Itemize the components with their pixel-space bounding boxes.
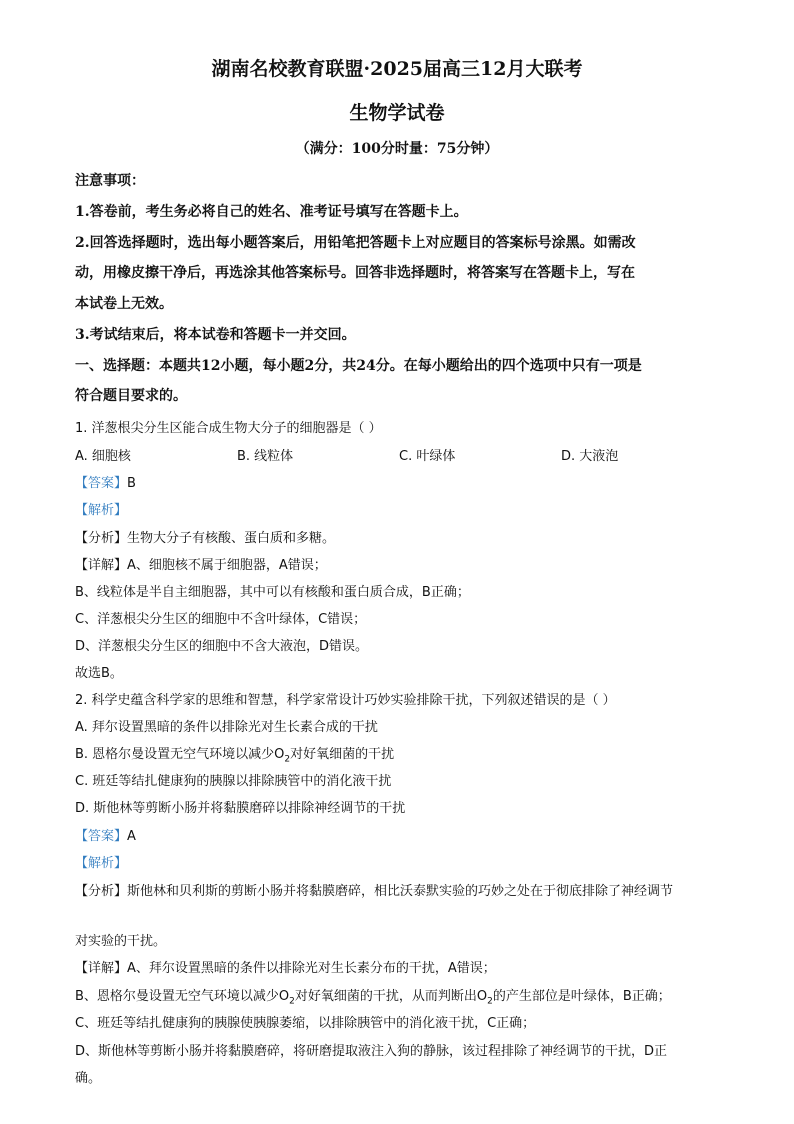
subscript: 2 bbox=[487, 996, 493, 1007]
question-2-detail-a bbox=[75, 957, 496, 976]
question-1-fenxi bbox=[75, 527, 335, 546]
exam-meta: （满分：100分时量：75分钟） bbox=[295, 141, 499, 157]
question-1-detail-a bbox=[75, 554, 327, 573]
answer-value: A bbox=[127, 829, 136, 844]
answer-value: B bbox=[127, 476, 136, 491]
question-2-fenxi-line-1 bbox=[75, 880, 673, 899]
option-b-text-end: 对好氧细菌的干扰 bbox=[290, 747, 395, 762]
fenxi-text: 生物大分子有核酸、蛋白质和多糖。 bbox=[127, 531, 336, 546]
notice-item-3: 3.考试结束后，将本试卷和答题卡一并交回。 bbox=[75, 327, 356, 343]
question-2-detail-b bbox=[75, 985, 671, 1007]
question-2-stem: 2. 科学史蕴含科学家的思维和智慧，科学家常设计巧妙实验排除干扰，下列叙述错误的是（ ） bbox=[75, 693, 616, 708]
detail-text: A、拜尔设置黑暗的条件以排除光对生长素分布的干扰，A错误； bbox=[127, 961, 496, 976]
detail-tag: 【详解】 bbox=[75, 558, 128, 573]
question-2-detail-c: C、班廷等结扎健康狗的胰腺使胰腺萎缩，以排除胰管中的消化液干扰，C正确； bbox=[75, 1016, 536, 1031]
question-2-option-d: D. 斯他林等剪断小肠并将黏膜磨碎以排除神经调节的干扰 bbox=[75, 801, 406, 816]
question-2-fenxi-line-2: 对实验的干扰。 bbox=[75, 934, 167, 949]
detail-b-text-mid: 对好氧细菌的干扰，从而判断出O bbox=[294, 989, 488, 1004]
question-1-option-d: D. 大液泡 bbox=[561, 449, 619, 464]
notice-item-2-line-3: 本试卷上无效。 bbox=[75, 296, 173, 312]
option-b-text: B. 恩格尔曼设置无空气环境以减少O bbox=[75, 747, 285, 762]
notice-item-1: 1.答卷前，考生务必将自己的姓名、准考证号填写在答题卡上。 bbox=[75, 204, 468, 220]
question-1-option-c: C. 叶绿体 bbox=[399, 449, 456, 464]
fenxi-tag: 【分析】 bbox=[75, 884, 128, 899]
subject-title: 生物学试卷 bbox=[349, 102, 445, 124]
question-1-detail-b: B、线粒体是半自主细胞器，其中可以有核酸和蛋白质合成，B正确； bbox=[75, 585, 470, 600]
fenxi-tag: 【分析】 bbox=[75, 531, 128, 546]
question-2-answer bbox=[75, 825, 136, 844]
question-1-detail-c: C、洋葱根尖分生区的细胞中不含叶绿体，C错误； bbox=[75, 612, 367, 627]
question-1-option-b: B. 线粒体 bbox=[237, 449, 294, 464]
notice-item-2-line-1: 2.回答选择题时，选出每小题答案后，用铅笔把答题卡上对应题目的答案标号涂黑。如需改 bbox=[75, 235, 636, 251]
question-2-detail-d-line-2: 确。 bbox=[75, 1071, 102, 1086]
fenxi-text: 斯他林和贝利斯的剪断小肠并将黏膜磨碎，相比沃泰默实验的巧妙之处在于彻底排除了神经调节 bbox=[127, 884, 674, 899]
answer-tag: 【答案】 bbox=[75, 829, 128, 844]
subscript: 2 bbox=[289, 996, 295, 1007]
answer-tag: 【答案】 bbox=[75, 476, 128, 491]
detail-tag: 【详解】 bbox=[75, 961, 128, 976]
question-1-conclusion: 故选B。 bbox=[75, 666, 123, 681]
question-1-analysis-tag: 【解析】 bbox=[75, 503, 128, 518]
question-2-detail-d-line-1: D、斯他林等剪断小肠并将黏膜磨碎，将研磨提取液注入狗的静脉，该过程排除了神经调节的干扰，D正 bbox=[75, 1044, 668, 1059]
detail-b-text: B、恩格尔曼设置无空气环境以减少O bbox=[75, 989, 290, 1004]
question-1-option-a: A. 细胞核 bbox=[75, 449, 131, 464]
question-1-detail-d: D、洋葱根尖分生区的细胞中不含大液泡，D错误。 bbox=[75, 639, 369, 654]
subscript: 2 bbox=[284, 754, 291, 765]
question-2-option-b bbox=[75, 743, 394, 765]
question-2-option-c: C. 班廷等结扎健康狗的胰腺以排除胰管中的消化液干扰 bbox=[75, 774, 392, 789]
question-1-answer bbox=[75, 472, 136, 491]
section-heading-line-1: 一、选择题：本题共12小题，每小题2分，共24分。在每小题给出的四个选项中只有一项是 bbox=[75, 358, 642, 374]
notice-item-2-line-2: 动，用橡皮擦干净后，再选涂其他答案标号。回答非选择题时，将答案写在答题卡上，写在 bbox=[75, 265, 635, 281]
question-2-analysis-tag: 【解析】 bbox=[75, 856, 128, 871]
detail-text: A、细胞核不属于细胞器，A错误； bbox=[127, 558, 327, 573]
detail-b-text-end: 的产生部位是叶绿体，B正确； bbox=[492, 989, 671, 1004]
exam-title: 湖南名校教育联盟·2025届高三12月大联考 bbox=[211, 58, 583, 80]
section-heading-line-2: 符合题目要求的。 bbox=[75, 388, 187, 404]
notice-heading: 注意事项： bbox=[75, 173, 145, 189]
question-2-option-a: A. 拜尔设置黑暗的条件以排除光对生长素合成的干扰 bbox=[75, 720, 378, 735]
question-1-stem: 1. 洋葱根尖分生区能合成生物大分子的细胞器是（ ） bbox=[75, 421, 382, 436]
